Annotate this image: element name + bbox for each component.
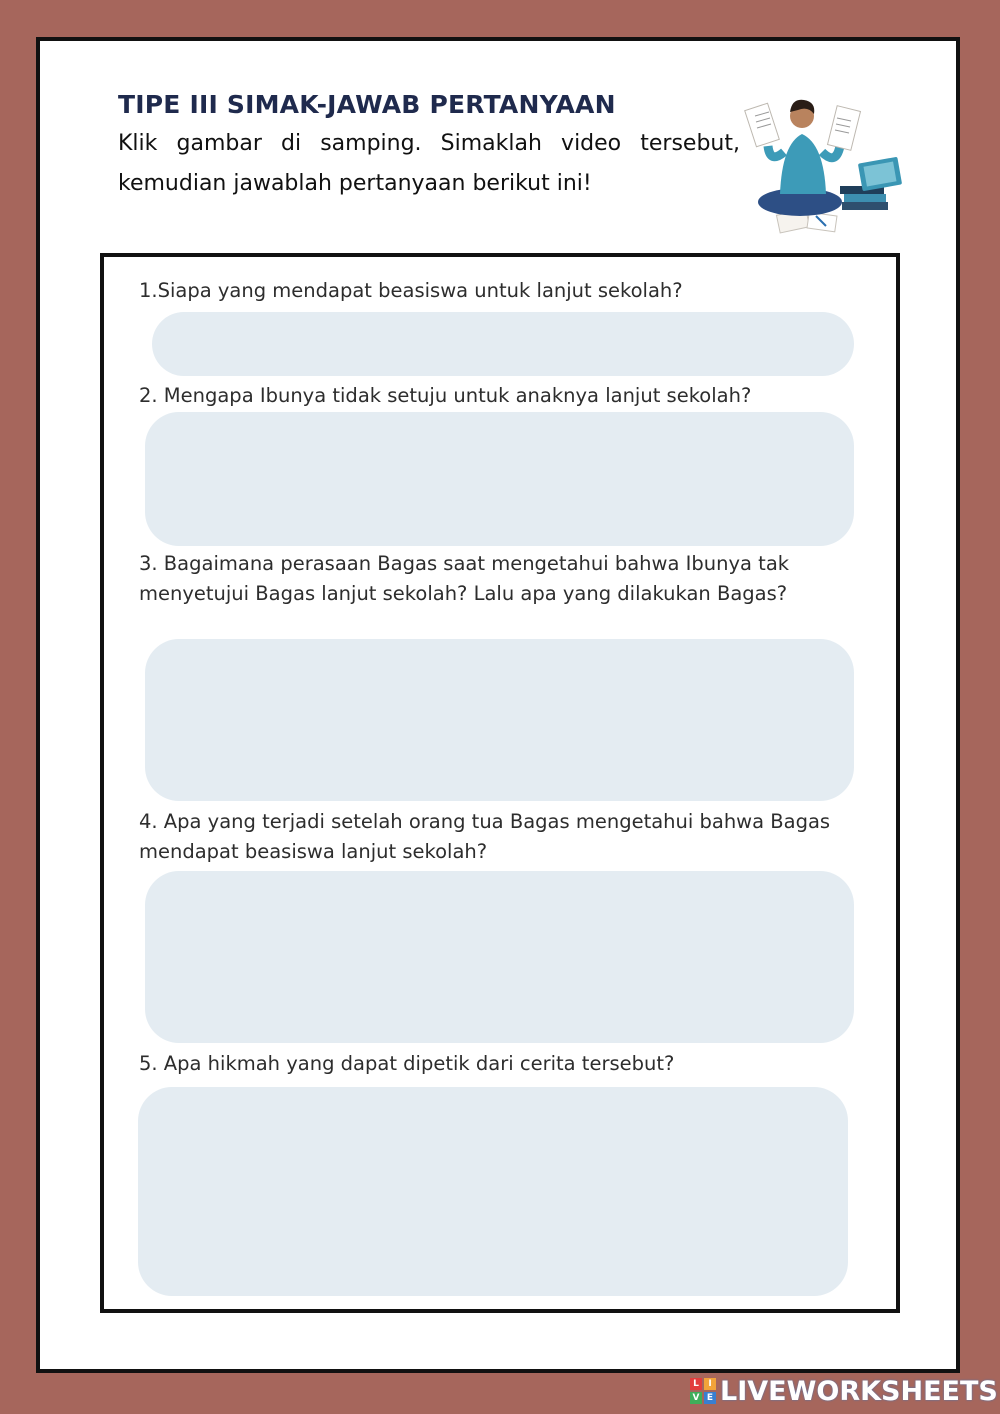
video-illustration[interactable] bbox=[740, 84, 910, 239]
question-1: 1.Siapa yang mendapat beasiswa untuk lanjut sekolah? bbox=[139, 279, 683, 302]
liveworksheets-logo-icon bbox=[690, 1378, 716, 1404]
instruction-text: Klik gambar di samping. Simaklah video tersebut, kemudian jawablah pertanyaan berikut ini! bbox=[118, 131, 740, 196]
question-4: 4. Apa yang terjadi setelah orang tua Bagas mengetahui bahwa Bagas mendapat beasiswa lanjut sekolah? bbox=[139, 810, 831, 863]
question-2: 2. Mengapa Ibunya tidak setuju untuk anaknya lanjut sekolah? bbox=[139, 384, 752, 407]
liveworksheets-footer[interactable] bbox=[690, 1374, 998, 1408]
logo-letter-e: E bbox=[704, 1392, 716, 1404]
logo-letter-i: I bbox=[704, 1378, 716, 1390]
answer-field-3[interactable] bbox=[145, 639, 854, 801]
answer-field-4[interactable] bbox=[145, 871, 854, 1043]
question-5: 5. Apa hikmah yang dapat dipetik dari cerita tersebut? bbox=[139, 1052, 675, 1075]
logo-letter-v: V bbox=[690, 1392, 702, 1404]
answer-field-5[interactable] bbox=[138, 1087, 848, 1296]
answer-field-1[interactable] bbox=[152, 312, 854, 376]
brand-name: LIVEWORKSHEETS bbox=[720, 1375, 998, 1407]
answer-field-2[interactable] bbox=[145, 412, 854, 546]
logo-letter-l: L bbox=[690, 1378, 702, 1390]
question-3: 3. Bagaimana perasaan Bagas saat mengetahui bahwa Ibunya tak menyetujui Bagas lanjut sekolah? Lalu apa yang dilakukan Bagas? bbox=[139, 552, 790, 605]
student-reading-papers-icon bbox=[740, 84, 910, 239]
page-title: TIPE III SIMAK-JAWAB PERTANYAAN bbox=[118, 90, 616, 119]
